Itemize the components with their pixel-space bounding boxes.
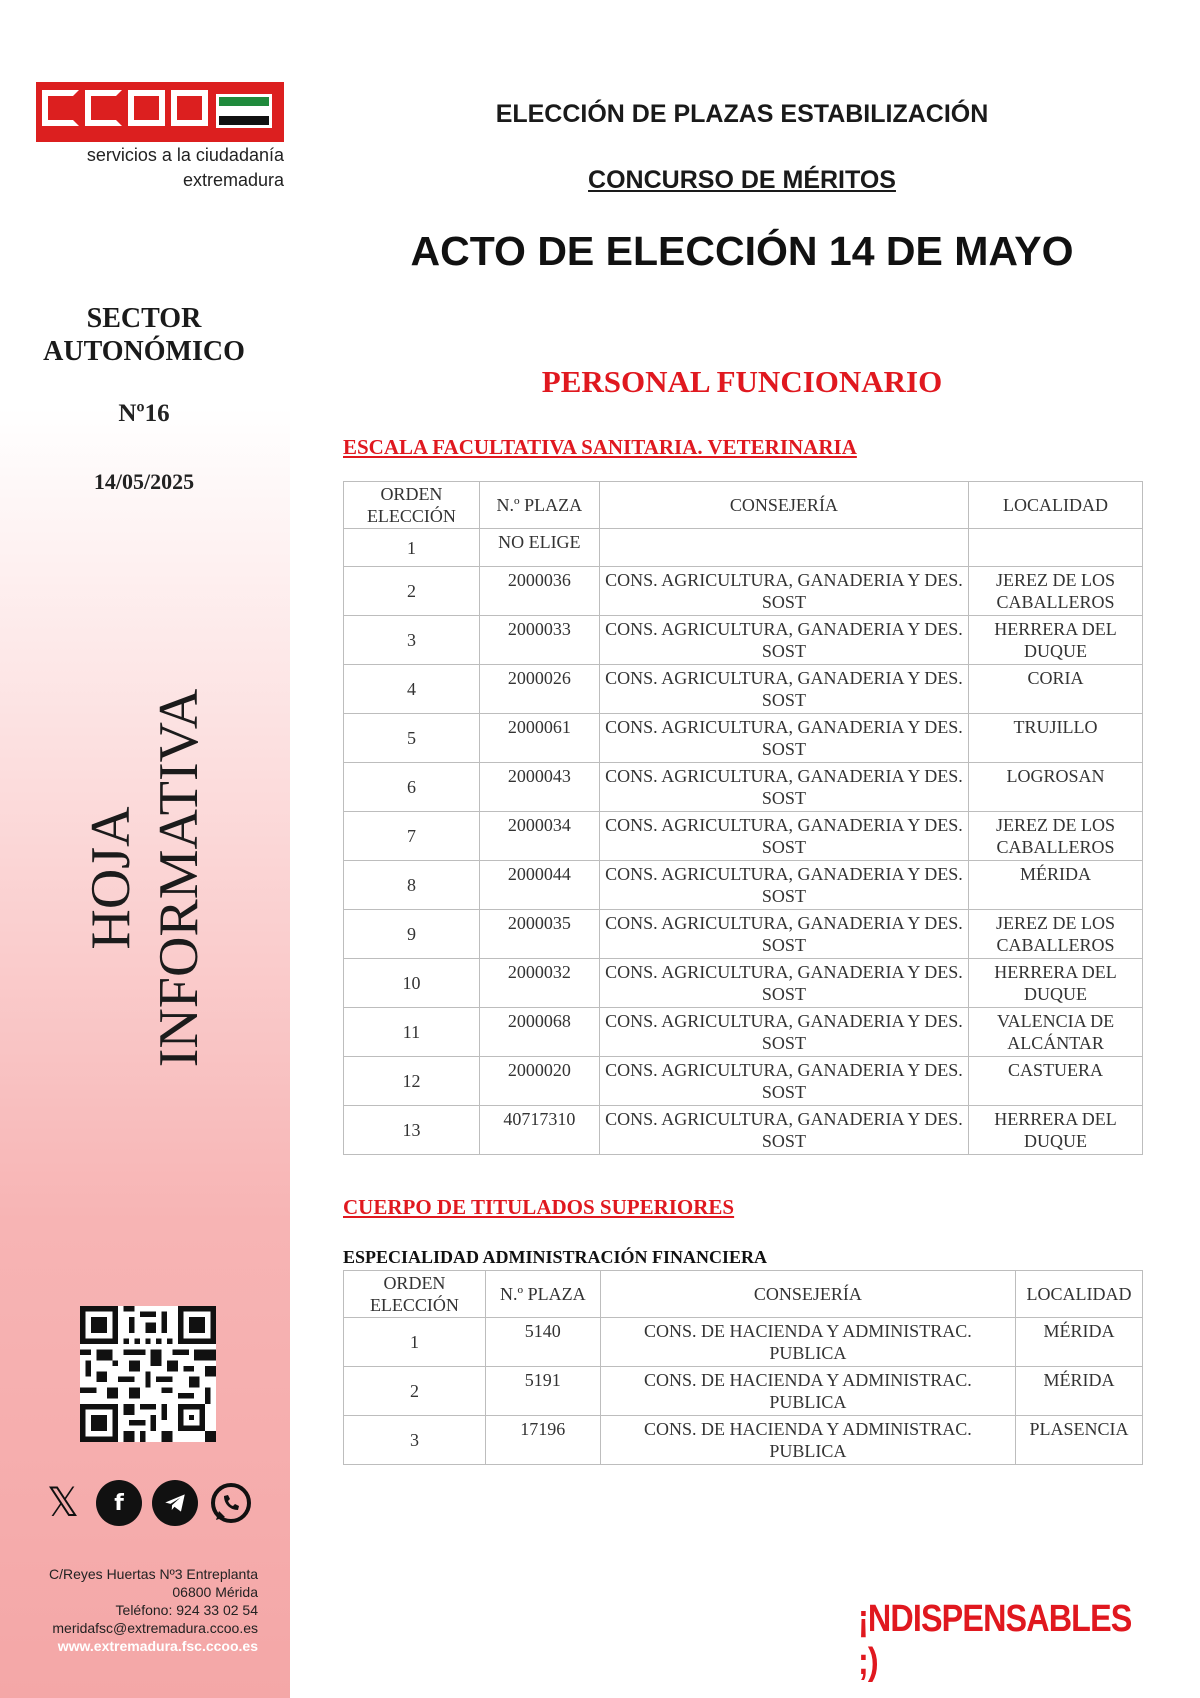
table-row	[344, 567, 1143, 616]
vertical-title	[77, 689, 213, 1068]
table-body	[344, 529, 1143, 1155]
table-row	[344, 1106, 1143, 1155]
header-line1: ELECCIÓN DE PLAZAS ESTABILIZACIÓN	[495, 100, 989, 128]
logo-region: extremadura	[182, 170, 284, 190]
cell-orden: 2	[344, 567, 480, 616]
table-row	[344, 1008, 1143, 1057]
x-icon[interactable]: 𝕏	[46, 1480, 80, 1526]
col-localidad: LOCALIDAD	[1016, 1271, 1143, 1318]
col-orden	[344, 1271, 486, 1318]
cell-consejeria: CONS. DE HACIENDA Y ADMINISTRAC. PUBLICA	[600, 1416, 1015, 1465]
contact-info	[10, 1565, 258, 1655]
table-row	[344, 763, 1143, 812]
facebook-icon[interactable]: f	[96, 1480, 142, 1526]
cell-orden: 9	[344, 910, 480, 959]
ccoo-logo[interactable]	[36, 82, 284, 142]
cell-localidad: CORIA	[969, 665, 1143, 714]
cell-plaza: 2000044	[479, 861, 599, 910]
cell-consejeria: CONS. AGRICULTURA, GANADERIA Y DES. SOST	[599, 616, 968, 665]
sector-line1: SECTOR	[86, 303, 202, 334]
table-row	[344, 1367, 1143, 1416]
cell-localidad: JEREZ DE LOS CABALLEROS	[969, 567, 1143, 616]
cell-plaza: 40717310	[479, 1106, 599, 1155]
table-header-row	[344, 1271, 1143, 1318]
cell-localidad: MÉRIDA	[969, 861, 1143, 910]
whatsapp-icon[interactable]	[208, 1480, 254, 1526]
table-row	[344, 1318, 1143, 1367]
specialty-title: ESPECIALIDAD ADMINISTRACIÓN FINANCIERA	[343, 1247, 768, 1267]
cell-orden: 11	[344, 1008, 480, 1057]
cell-plaza: 2000020	[479, 1057, 599, 1106]
cell-consejeria	[599, 529, 968, 567]
cell-localidad: JEREZ DE LOS CABALLEROS	[969, 910, 1143, 959]
cell-localidad	[969, 529, 1143, 567]
cell-orden: 4	[344, 665, 480, 714]
cell-orden: 10	[344, 959, 480, 1008]
cell-plaza: 2000036	[479, 567, 599, 616]
table-row	[344, 529, 1143, 567]
table-administracion-financiera	[343, 1270, 1143, 1465]
section-title: PERSONAL FUNCIONARIO	[541, 364, 943, 399]
cell-orden: 5	[344, 714, 480, 763]
sector-line2: AUTONÓMICO	[43, 336, 245, 367]
cell-plaza: NO ELIGE	[479, 529, 599, 567]
contact-city: 06800 Mérida	[172, 1584, 258, 1600]
cell-consejeria: CONS. AGRICULTURA, GANADERIA Y DES. SOST	[599, 763, 968, 812]
extremadura-flag-icon	[216, 94, 272, 128]
table1-title: ESCALA FACULTATIVA SANITARIA. VETERINARIA	[343, 435, 857, 459]
table-row	[344, 714, 1143, 763]
indispensables-slogan: ¡NDISPENSABLES ;)	[858, 1598, 1132, 1683]
cell-plaza: 17196	[485, 1416, 600, 1465]
cell-plaza: 2000026	[479, 665, 599, 714]
cell-consejeria: CONS. AGRICULTURA, GANADERIA Y DES. SOST	[599, 714, 968, 763]
sidebar	[0, 0, 290, 1698]
cell-consejeria: CONS. AGRICULTURA, GANADERIA Y DES. SOST	[599, 812, 968, 861]
cell-localidad: TRUJILLO	[969, 714, 1143, 763]
cell-localidad: MÉRIDA	[1016, 1367, 1143, 1416]
cell-plaza: 5191	[485, 1367, 600, 1416]
col-plaza: N.º PLAZA	[485, 1271, 600, 1318]
cell-consejeria: CONS. DE HACIENDA Y ADMINISTRAC. PUBLICA	[600, 1318, 1015, 1367]
cell-orden: 12	[344, 1057, 480, 1106]
cell-localidad: HERRERA DEL DUQUE	[969, 959, 1143, 1008]
table-veterinaria	[343, 481, 1143, 1155]
cell-consejeria: CONS. AGRICULTURA, GANADERIA Y DES. SOST	[599, 1106, 968, 1155]
cell-plaza: 2000061	[479, 714, 599, 763]
cell-localidad: CASTUERA	[969, 1057, 1143, 1106]
issue-date: 14/05/2025	[93, 469, 195, 494]
vertical-title-line2: INFORMATIVA	[148, 688, 210, 1068]
contact-phone: Teléfono: 924 33 02 54	[115, 1602, 258, 1618]
cell-orden: 1	[344, 529, 480, 567]
contact-email[interactable]: meridafsc@extremadura.ccoo.es	[52, 1620, 258, 1636]
table2-title: CUERPO DE TITULADOS SUPERIORES	[343, 1195, 735, 1219]
table-row	[344, 910, 1143, 959]
cell-consejeria: CONS. AGRICULTURA, GANADERIA Y DES. SOST	[599, 665, 968, 714]
vertical-title-line1: HOJA	[80, 806, 142, 950]
cell-orden: 3	[344, 616, 480, 665]
table-row	[344, 812, 1143, 861]
col-localidad: LOCALIDAD	[969, 482, 1143, 529]
cell-orden: 1	[344, 1318, 486, 1367]
col-consejeria: CONSEJERÍA	[600, 1271, 1015, 1318]
cell-plaza: 5140	[485, 1318, 600, 1367]
cell-plaza: 2000034	[479, 812, 599, 861]
cell-localidad: HERRERA DEL DUQUE	[969, 616, 1143, 665]
col-orden-line2: ELECCIÓN	[369, 1295, 459, 1315]
cell-consejeria: CONS. AGRICULTURA, GANADERIA Y DES. SOST	[599, 1008, 968, 1057]
cell-orden: 2	[344, 1367, 486, 1416]
page-title: ACTO DE ELECCIÓN 14 DE MAYO	[410, 228, 1074, 274]
cell-consejeria: CONS. AGRICULTURA, GANADERIA Y DES. SOST	[599, 1057, 968, 1106]
cell-consejeria: CONS. AGRICULTURA, GANADERIA Y DES. SOST	[599, 861, 968, 910]
issue-number: Nº16	[118, 400, 170, 427]
table-row	[344, 959, 1143, 1008]
table-row	[344, 1416, 1143, 1465]
cell-orden: 7	[344, 812, 480, 861]
table-row	[344, 665, 1143, 714]
cell-consejeria: CONS. AGRICULTURA, GANADERIA Y DES. SOST	[599, 959, 968, 1008]
cell-localidad: HERRERA DEL DUQUE	[969, 1106, 1143, 1155]
table-row	[344, 861, 1143, 910]
col-orden	[344, 482, 480, 529]
col-consejeria: CONSEJERÍA	[599, 482, 968, 529]
col-orden-line1: ORDEN	[383, 1273, 446, 1293]
table-header-row	[344, 482, 1143, 529]
table-row	[344, 616, 1143, 665]
cell-plaza: 2000068	[479, 1008, 599, 1057]
logo-subtitle: servicios a la ciudadanía	[86, 145, 284, 165]
contact-address: C/Reyes Huertas Nº3 Entreplanta	[49, 1566, 258, 1582]
contact-website[interactable]: www.extremadura.fsc.ccoo.es	[57, 1638, 258, 1654]
table-row	[344, 1057, 1143, 1106]
cell-consejeria: CONS. AGRICULTURA, GANADERIA Y DES. SOST	[599, 567, 968, 616]
social-links	[40, 1480, 254, 1526]
header-line2	[340, 166, 1144, 195]
cell-plaza: 2000035	[479, 910, 599, 959]
cell-plaza: 2000032	[479, 959, 599, 1008]
qr-code-icon[interactable]	[80, 1306, 216, 1442]
cell-localidad: PLASENCIA	[1016, 1416, 1143, 1465]
cell-localidad: LOGROSAN	[969, 763, 1143, 812]
header-line2-text: CONCURSO DE MÉRITOS	[588, 166, 896, 194]
col-orden-line1: ORDEN	[380, 484, 443, 504]
cell-orden: 6	[344, 763, 480, 812]
cell-localidad: JEREZ DE LOS CABALLEROS	[969, 812, 1143, 861]
sector-label	[20, 302, 268, 368]
cell-plaza: 2000033	[479, 616, 599, 665]
cell-localidad: VALENCIA DE ALCÁNTAR	[969, 1008, 1143, 1057]
cell-orden: 3	[344, 1416, 486, 1465]
telegram-icon[interactable]	[152, 1480, 198, 1526]
cell-orden: 8	[344, 861, 480, 910]
col-plaza: N.º PLAZA	[479, 482, 599, 529]
cell-consejeria: CONS. AGRICULTURA, GANADERIA Y DES. SOST	[599, 910, 968, 959]
ccoo-logo-letters	[42, 90, 208, 126]
cell-orden: 13	[344, 1106, 480, 1155]
col-orden-line2: ELECCIÓN	[366, 506, 456, 526]
cell-localidad: MÉRIDA	[1016, 1318, 1143, 1367]
table-body	[344, 1318, 1143, 1465]
cell-plaza: 2000043	[479, 763, 599, 812]
cell-consejeria: CONS. DE HACIENDA Y ADMINISTRAC. PUBLICA	[600, 1367, 1015, 1416]
